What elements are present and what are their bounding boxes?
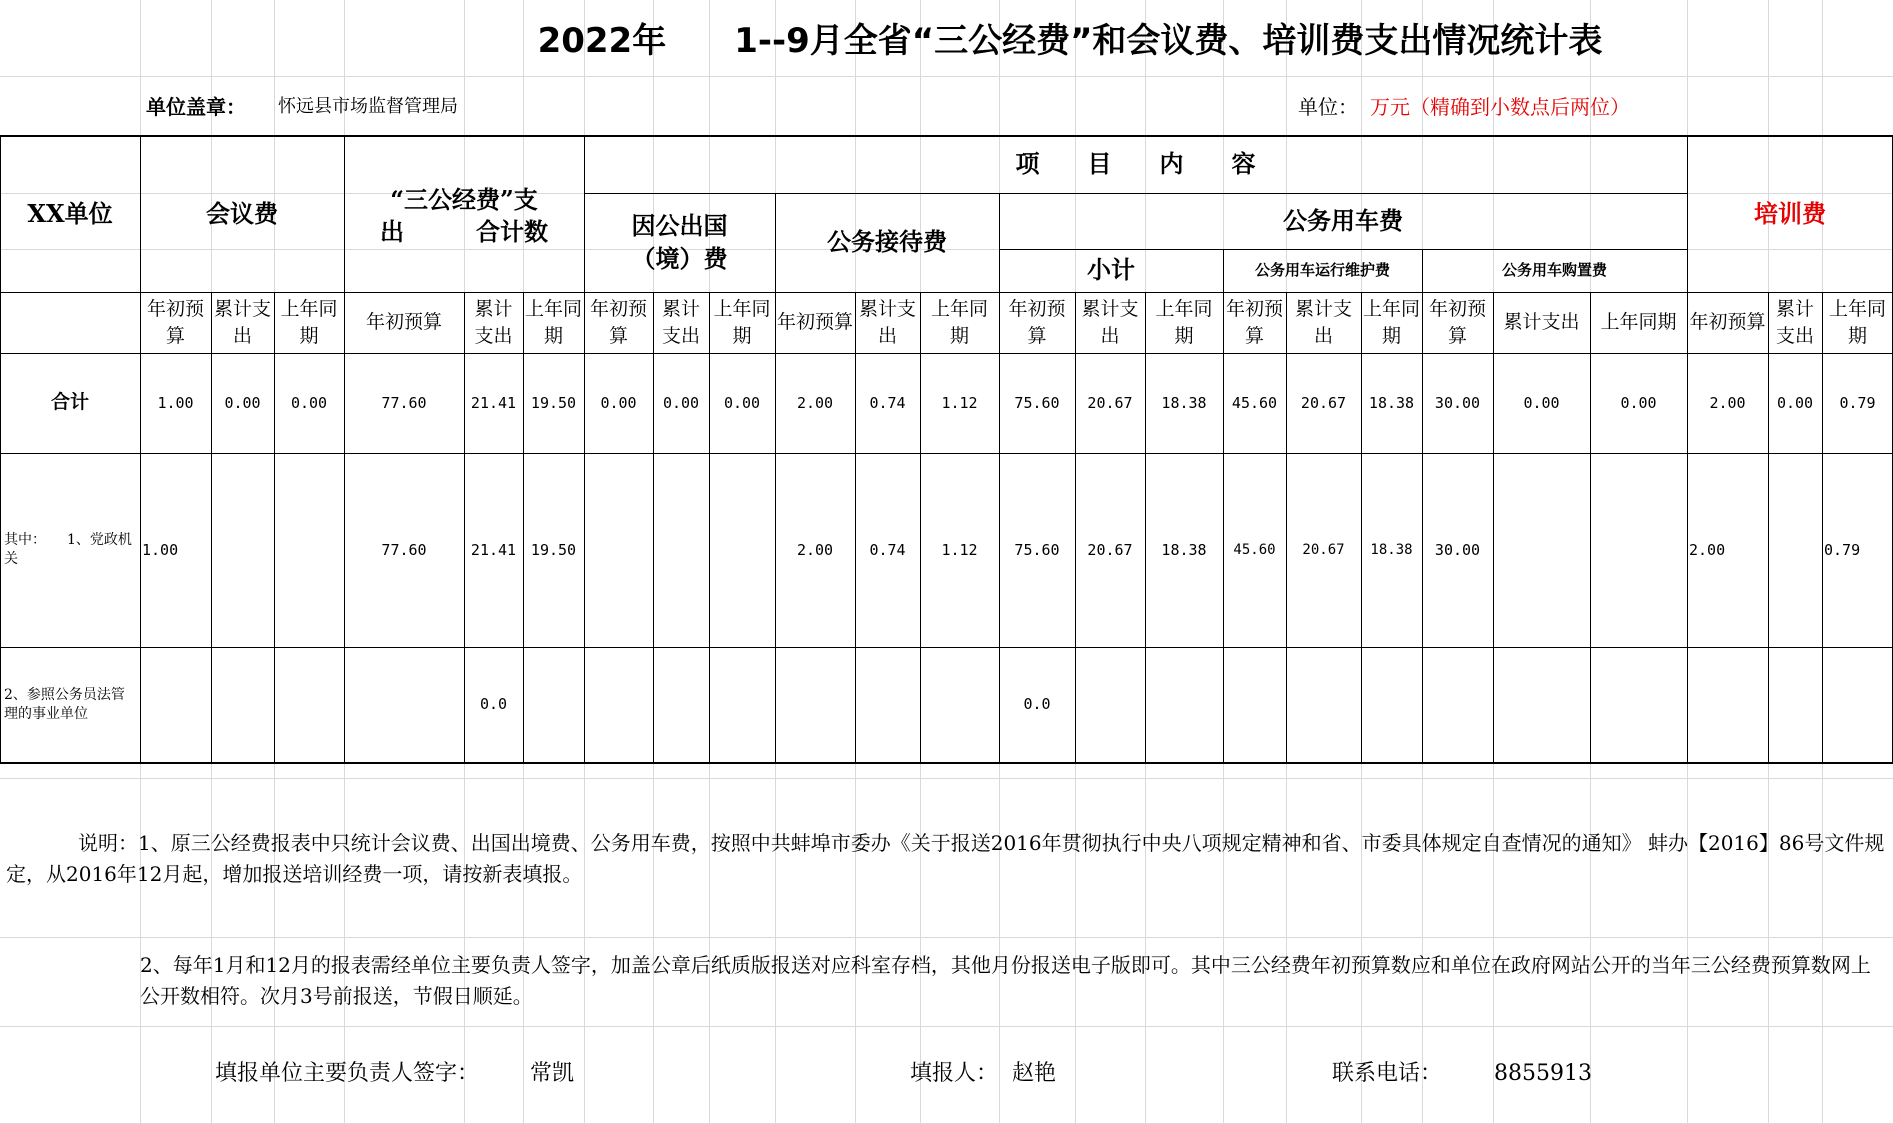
data-cell: [1822, 647, 1893, 762]
filler-name: 赵艳: [1012, 1061, 1057, 1087]
subheader-cell: 上年同期: [1363, 297, 1421, 347]
data-cell: [211, 453, 274, 647]
data-cell: 0.74: [869, 540, 906, 559]
data-cell: [274, 647, 344, 762]
subheader-cell: 累计支出: [1294, 297, 1352, 347]
data-cell: 30.00: [1434, 540, 1481, 559]
data-cell: 0.00: [1523, 393, 1560, 412]
data-cell: [584, 647, 653, 762]
data-cell: [1493, 647, 1590, 762]
data-cell: 0.00: [290, 393, 328, 412]
data-cell: 77.60: [381, 393, 427, 412]
subheader-cell: 上年同期: [930, 297, 988, 347]
data-cell: [211, 647, 274, 762]
data-cell: [855, 647, 920, 762]
data-cell: 0.79: [1839, 393, 1876, 412]
header-abroad-line1: 因公出国: [631, 211, 728, 241]
data-cell: 0.00: [600, 393, 637, 412]
data-cell: 18.38: [1368, 393, 1415, 412]
header-sangong-total: [344, 176, 584, 256]
subheader-cell: 年初预算: [777, 311, 854, 334]
header-sangong-total-line2: 出 合计数: [380, 217, 548, 246]
filler-label: 填报人：: [910, 1061, 999, 1087]
subheader-cell: 累计支出: [1503, 311, 1580, 334]
data-cell: [1493, 453, 1590, 647]
seal-label: 单位盖章：: [146, 94, 246, 119]
header-training-fee: 培训费: [1754, 198, 1826, 228]
subheader-cell: 年初预算: [1428, 297, 1486, 347]
data-cell: 77.60: [381, 540, 427, 559]
data-cell: 1.00: [157, 393, 194, 412]
data-cell: 20.67: [1087, 540, 1133, 559]
data-cell: 45.60: [1233, 541, 1276, 558]
subheader-cell: 累计支出: [661, 297, 700, 347]
data-cell: 0.00: [224, 393, 261, 412]
data-cell: [1286, 647, 1361, 762]
data-cell: 2.00: [796, 393, 834, 412]
data-cell: 2.00: [1689, 540, 1726, 559]
data-cell: 1.00: [142, 540, 179, 559]
unit-value: 万元（精确到小数点后两位）: [1370, 94, 1630, 119]
page-title: 2022年 1--9月全省“三公经费”和会议费、培训费支出情况统计表: [537, 21, 1603, 62]
data-cell: 20.67: [1302, 541, 1345, 558]
header-vehicle-purchase: 公务用车购置费: [1501, 261, 1607, 280]
data-cell: 18.38: [1161, 393, 1207, 412]
data-cell: [584, 453, 653, 647]
data-cell: 0.79: [1824, 540, 1861, 559]
subheader-cell: 累计支出: [858, 297, 916, 347]
subheader-cell: 上年同期: [1828, 297, 1886, 347]
data-cell: 0.74: [869, 393, 906, 412]
data-cell: [1361, 647, 1422, 762]
data-cell: [1590, 453, 1687, 647]
header-project-content: 项 目 内 容: [1015, 149, 1256, 179]
head-sign-name: 常凯: [530, 1061, 575, 1087]
data-cell: [653, 647, 709, 762]
data-cell: [1768, 647, 1822, 762]
data-cell: 21.41: [470, 393, 517, 412]
subheader-cell: 年初预算: [1689, 311, 1766, 334]
subheader-cell: 年初预算: [1225, 297, 1283, 347]
header-reception-fee: 公务接待费: [827, 227, 947, 257]
data-cell: [1687, 647, 1768, 762]
note-1: 说明：1、原三公经费报表中只统计会议费、出国出境费、公务用车费，按照中共蚌埠市委办《关于报送2016年贯彻执行中央八项规定精神和省、市委具体规定自查情况的通知》 蚌办【2016】86号文件规定，从2016年12月起，增加报送培训经费一项，请按新表填报。: [6, 831, 1885, 886]
subheader-cell: 上年同期: [525, 297, 583, 347]
data-cell: [1422, 647, 1493, 762]
subheader-cell: 年初预算: [365, 311, 442, 334]
data-cell: 0.00: [1776, 393, 1814, 412]
subheader-cell: 累计支出: [1081, 297, 1139, 347]
data-cell: [140, 647, 211, 762]
data-cell: 21.41: [470, 540, 517, 559]
subheader-cell: 年初预算: [146, 297, 204, 347]
row-label: 其中： 1、党政机关: [4, 532, 132, 567]
header-vehicle-maintenance: 公务用车运行维护费: [1254, 261, 1390, 280]
header-sangong-total-line1: “三公经费”支: [390, 184, 538, 214]
data-cell: [344, 647, 464, 762]
subheader-cell: 累计支出: [213, 297, 271, 347]
data-cell: 0.00: [1620, 393, 1657, 412]
data-cell: [653, 453, 709, 647]
data-cell: [1768, 453, 1822, 647]
data-cell: [1223, 647, 1286, 762]
subheader-cell: 上年同期: [1155, 297, 1213, 347]
header-meeting-fee: 会议费: [206, 198, 278, 228]
data-cell: 75.60: [1014, 393, 1060, 412]
data-cell: 2.00: [1709, 393, 1746, 412]
data-cell: 75.60: [1014, 540, 1060, 559]
org-name: 怀远县市场监督管理局: [278, 95, 458, 117]
phone-label: 联系电话：: [1332, 1061, 1443, 1087]
data-cell: [523, 647, 584, 762]
data-cell: [709, 647, 775, 762]
header-vehicle-fee: 公务用车费: [1283, 205, 1403, 235]
subheader-cell: 累计支出: [474, 297, 513, 347]
data-cell: [709, 453, 775, 647]
subheader-cell: 累计支出: [1775, 297, 1814, 347]
subheader-cell: 上年同期: [1600, 311, 1677, 334]
data-cell: 20.67: [1300, 393, 1347, 412]
subheader-cell: 上年同期: [713, 297, 771, 347]
data-cell: 2.00: [796, 540, 834, 559]
data-cell: [775, 647, 855, 762]
data-cell: [920, 647, 999, 762]
data-cell: [1075, 647, 1145, 762]
data-cell: 0.0: [1023, 695, 1051, 714]
data-cell: 0.00: [723, 393, 761, 412]
header-vehicle-subtotal: 小计: [1087, 255, 1135, 285]
header-abroad-fee: [584, 193, 775, 292]
data-cell: 19.50: [530, 393, 577, 412]
data-cell: 1.12: [941, 540, 978, 559]
data-cell: 1.12: [941, 393, 978, 412]
data-cell: [274, 453, 344, 647]
data-cell: 18.38: [1161, 540, 1207, 559]
data-cell: [1145, 647, 1223, 762]
row-label: 2、参照公务员法管理的事业单位: [4, 686, 125, 722]
data-cell: [1590, 647, 1687, 762]
header-unit: XX单位: [27, 198, 113, 228]
note-2: 2、每年1月和12月的报表需经单位主要负责人签字，加盖公章后纸质版报送对应科室存档，其他月份报送电子版即可。其中三公经费年初预算数应和单位在政府网站公开的当年三公经费预算数网上公开数相符。次月3号前报送，节假日顺延。: [140, 953, 1871, 1008]
data-cell: 19.50: [530, 540, 577, 559]
row-label-total: 合计: [50, 391, 89, 414]
subheader-cell: 上年同期: [280, 297, 338, 347]
data-cell: 30.00: [1434, 393, 1481, 412]
data-cell: 0.0: [479, 695, 508, 714]
head-sign-label: 填报单位主要负责人签字：: [215, 1061, 480, 1087]
data-cell: 18.38: [1370, 541, 1413, 558]
data-cell: 20.67: [1087, 393, 1133, 412]
subheader-cell: 年初预算: [1008, 297, 1066, 347]
data-cell: 0.00: [662, 393, 700, 412]
subheader-cell: 年初预算: [589, 297, 647, 347]
unit-label: 单位：: [1298, 94, 1358, 119]
header-abroad-line2: （境）费: [631, 243, 728, 273]
data-cell: 45.60: [1231, 393, 1278, 412]
phone-value: 8855913: [1494, 1061, 1592, 1087]
